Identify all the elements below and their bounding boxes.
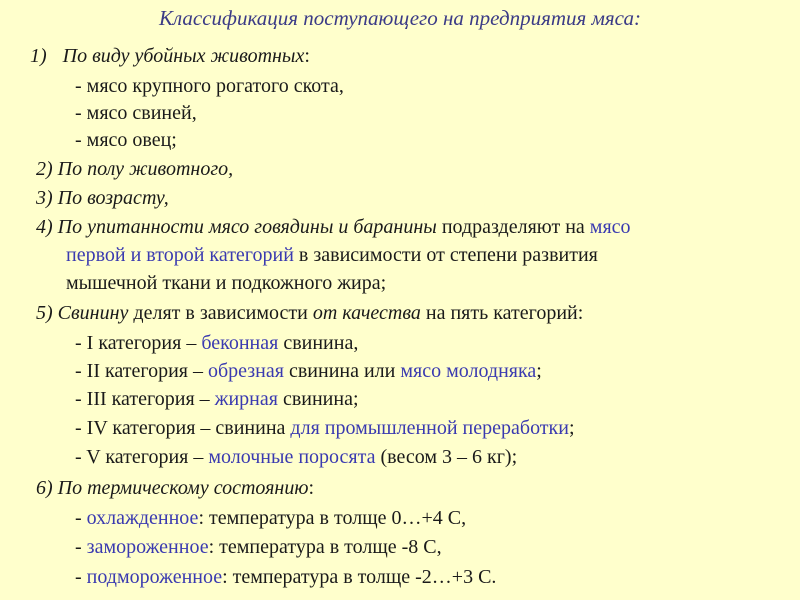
section-2-heading: 2) По полу животного, [36, 158, 234, 180]
section-6-heading: 6) По термическому состоянию: [36, 477, 315, 499]
section-4-line-2: первой и второй категорий в зависимости от степени развития [66, 244, 598, 266]
pork-category-item: - I категория – беконная свинина, [75, 332, 359, 354]
slide-title: Классификация поступающего на предприятия мяса: [159, 6, 641, 30]
thermal-state-item: - замороженное: температура в толще -8 С, [75, 536, 442, 558]
section-1-heading: 1) По виду убойных животных: [30, 45, 310, 67]
pork-category-item: - III категория – жирная свинина; [75, 388, 359, 410]
thermal-state-item: - подмороженное: температура в толще -2…+3 С. [75, 566, 497, 588]
section-4-line-1: 4) По упитанности мясо говядины и баранины подразделяют на мясо [36, 216, 631, 238]
section-3-heading: 3) По возрасту, [36, 187, 169, 209]
section-1-item: - мясо крупного рогатого скота, [75, 75, 344, 97]
thermal-state-item: - охлажденное: температура в толще 0…+4 С, [75, 507, 467, 529]
pork-category-item: - IV категория – свинина для промышленной переработки; [75, 417, 575, 439]
section-1-item: - мясо овец; [75, 129, 177, 151]
section-5-heading: 5) Свинину делят в зависимости от качества на пять категорий: [36, 302, 584, 324]
section-4-line-3: мышечной ткани и подкожного жира; [66, 272, 387, 294]
section-1-item: - мясо свиней, [75, 102, 197, 124]
section-1-title: По виду убойных животных [62, 45, 305, 67]
pork-category-item: - V категория – молочные поросята (весом 3 – 6 кг); [75, 446, 518, 468]
section-1-number: 1) [30, 45, 47, 67]
pork-category-item: - II категория – обрезная свинина или мясо молодняка; [75, 360, 542, 382]
